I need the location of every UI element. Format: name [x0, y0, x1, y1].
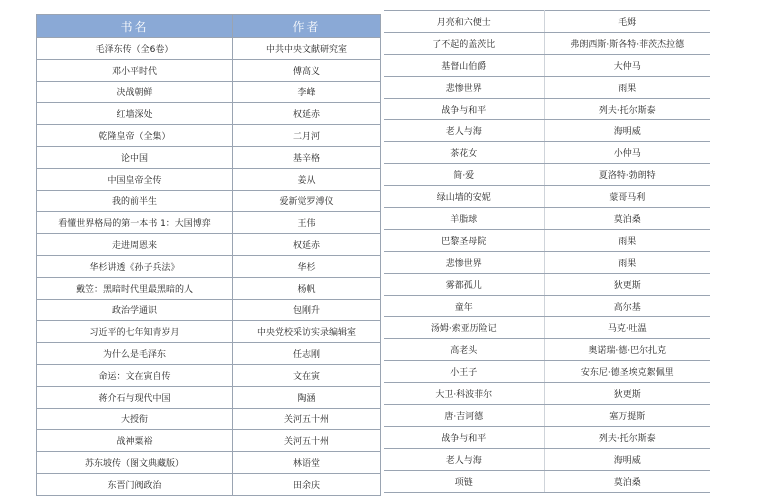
book-author-cell: 包刚升 — [233, 299, 381, 321]
book-author-cell: 小仲马 — [544, 142, 710, 164]
table-row — [384, 142, 710, 164]
table-row — [37, 364, 381, 386]
table-row — [384, 186, 710, 208]
book-author-cell: 列夫·托尔斯泰 — [544, 98, 710, 120]
table-row — [37, 255, 381, 277]
book-author-cell: 傅高义 — [233, 59, 381, 81]
table-row — [384, 295, 710, 317]
book-author-cell: 毛姆 — [544, 11, 710, 33]
book-author-cell: 马克·吐温 — [544, 317, 710, 339]
book-title-cell: 简·爱 — [384, 164, 544, 186]
table-row — [37, 190, 381, 212]
book-author-cell: 狄更斯 — [544, 273, 710, 295]
book-author-cell: 高尔基 — [544, 295, 710, 317]
book-title-cell: 战争与和平 — [384, 426, 544, 448]
book-author-cell: 海明威 — [544, 120, 710, 142]
book-title-cell: 项链 — [384, 470, 544, 492]
book-author-cell: 文在寅 — [233, 364, 381, 386]
book-title-cell: 巴黎圣母院 — [384, 229, 544, 251]
table-row — [37, 452, 381, 474]
book-author-cell: 陶涵 — [233, 386, 381, 408]
table-row — [384, 120, 710, 142]
domestic-books-table — [36, 14, 381, 496]
table-row — [384, 11, 710, 33]
table-row — [37, 168, 381, 190]
table-row — [384, 405, 710, 427]
table-row — [37, 386, 381, 408]
book-title-cell: 论中国 — [37, 146, 233, 168]
book-title-cell: 高老头 — [384, 339, 544, 361]
header-title: 书名 — [37, 15, 233, 38]
book-author-cell: 蒙哥马利 — [544, 186, 710, 208]
book-author-cell: 爱新觉罗溥仪 — [233, 190, 381, 212]
book-title-cell: 悲惨世界 — [384, 251, 544, 273]
book-title-cell: 老人与海 — [384, 120, 544, 142]
table-row — [37, 103, 381, 125]
book-title-cell: 苏东坡传（图文典藏版） — [37, 452, 233, 474]
table-row — [384, 361, 710, 383]
book-title-cell: 走进周恩来 — [37, 234, 233, 256]
book-author-cell: 列夫·托尔斯泰 — [544, 426, 710, 448]
table-row — [37, 234, 381, 256]
book-title-cell: 政治学通识 — [37, 299, 233, 321]
book-title-cell: 基督山伯爵 — [384, 54, 544, 76]
book-title-cell: 月亮和六便士 — [384, 11, 544, 33]
book-title-cell: 羊脂球 — [384, 208, 544, 230]
book-title-cell: 战神粟裕 — [37, 430, 233, 452]
book-title-cell: 中国皇帝全传 — [37, 168, 233, 190]
book-author-cell: 中共中央文献研究室 — [233, 38, 381, 60]
table-row — [37, 299, 381, 321]
table-row — [37, 212, 381, 234]
table-row — [384, 448, 710, 470]
book-author-cell: 雨果 — [544, 76, 710, 98]
table-row — [384, 76, 710, 98]
book-title-cell: 童年 — [384, 295, 544, 317]
book-author-cell: 姜从 — [233, 168, 381, 190]
book-author-cell: 田余庆 — [233, 473, 381, 495]
table-row — [37, 408, 381, 430]
table-row — [384, 32, 710, 54]
book-author-cell: 基辛格 — [233, 146, 381, 168]
table-row — [37, 473, 381, 495]
book-author-cell: 奥诺瑞·德·巴尔扎克 — [544, 339, 710, 361]
book-author-cell: 关河五十州 — [233, 430, 381, 452]
foreign-books-table — [384, 10, 710, 493]
table-row — [384, 317, 710, 339]
book-title-cell: 决战朝鲜 — [37, 81, 233, 103]
book-author-cell: 华杉 — [233, 255, 381, 277]
book-author-cell: 狄更斯 — [544, 383, 710, 405]
book-title-cell: 为什么是毛泽东 — [37, 343, 233, 365]
book-title-cell: 老人与海 — [384, 448, 544, 470]
table-header-row — [37, 15, 381, 38]
book-author-cell: 二月河 — [233, 125, 381, 147]
book-title-cell: 华杉讲透《孙子兵法》 — [37, 255, 233, 277]
book-author-cell: 塞万提斯 — [544, 405, 710, 427]
book-title-cell: 大卫·科波菲尔 — [384, 383, 544, 405]
table-row — [37, 59, 381, 81]
book-title-cell: 雾都孤儿 — [384, 273, 544, 295]
book-author-cell: 中央党校采访实录编辑室 — [233, 321, 381, 343]
book-author-cell: 李峰 — [233, 81, 381, 103]
book-title-cell: 我的前半生 — [37, 190, 233, 212]
book-title-cell: 战争与和平 — [384, 98, 544, 120]
book-title-cell: 邓小平时代 — [37, 59, 233, 81]
header-author: 作者 — [233, 15, 381, 38]
book-title-cell: 红墙深处 — [37, 103, 233, 125]
table-row — [384, 98, 710, 120]
table-row — [384, 229, 710, 251]
book-author-cell: 莫泊桑 — [544, 208, 710, 230]
book-title-cell: 唐·吉诃德 — [384, 405, 544, 427]
table-row — [384, 54, 710, 76]
table-row — [384, 426, 710, 448]
table-row — [37, 277, 381, 299]
table-row — [384, 470, 710, 492]
table-row — [384, 339, 710, 361]
book-author-cell: 夏洛特·勃朗特 — [544, 164, 710, 186]
book-author-cell: 大仲马 — [544, 54, 710, 76]
book-author-cell: 权延赤 — [233, 103, 381, 125]
book-author-cell: 林语堂 — [233, 452, 381, 474]
book-title-cell: 毛泽东传（全6卷） — [37, 38, 233, 60]
book-title-cell: 了不起的盖茨比 — [384, 32, 544, 54]
book-author-cell: 雨果 — [544, 251, 710, 273]
book-title-cell: 茶花女 — [384, 142, 544, 164]
table-row — [37, 343, 381, 365]
table-row — [384, 273, 710, 295]
table-row — [37, 146, 381, 168]
book-author-cell: 安东尼·德圣埃克絮佩里 — [544, 361, 710, 383]
table-row — [37, 430, 381, 452]
book-title-cell: 大授衔 — [37, 408, 233, 430]
book-author-cell: 关河五十州 — [233, 408, 381, 430]
table-row — [384, 251, 710, 273]
book-title-cell: 汤姆·索亚历险记 — [384, 317, 544, 339]
table-row — [384, 383, 710, 405]
book-author-cell: 王伟 — [233, 212, 381, 234]
book-title-cell: 蒋介石与现代中国 — [37, 386, 233, 408]
book-title-cell: 乾隆皇帝（全集） — [37, 125, 233, 147]
book-title-cell: 绿山墙的安妮 — [384, 186, 544, 208]
book-title-cell: 戴笠：黑暗时代里最黑暗的人 — [37, 277, 233, 299]
table-row — [384, 164, 710, 186]
table-row — [37, 38, 381, 60]
book-title-cell: 东晋门阀政治 — [37, 473, 233, 495]
book-author-cell: 莫泊桑 — [544, 470, 710, 492]
book-title-cell: 习近平的七年知青岁月 — [37, 321, 233, 343]
table-row — [37, 125, 381, 147]
table-row — [37, 81, 381, 103]
book-title-cell: 悲惨世界 — [384, 76, 544, 98]
book-title-cell: 命运：文在寅自传 — [37, 364, 233, 386]
book-author-cell: 海明威 — [544, 448, 710, 470]
book-author-cell: 任志刚 — [233, 343, 381, 365]
book-author-cell: 杨帆 — [233, 277, 381, 299]
book-title-cell: 看懂世界格局的第一本书 1：大国博弈 — [37, 212, 233, 234]
book-author-cell: 雨果 — [544, 229, 710, 251]
book-title-cell: 小王子 — [384, 361, 544, 383]
book-author-cell: 弗朗西斯·斯各特·菲茨杰拉德 — [544, 32, 710, 54]
table-row — [37, 321, 381, 343]
table-row — [384, 208, 710, 230]
book-author-cell: 权延赤 — [233, 234, 381, 256]
